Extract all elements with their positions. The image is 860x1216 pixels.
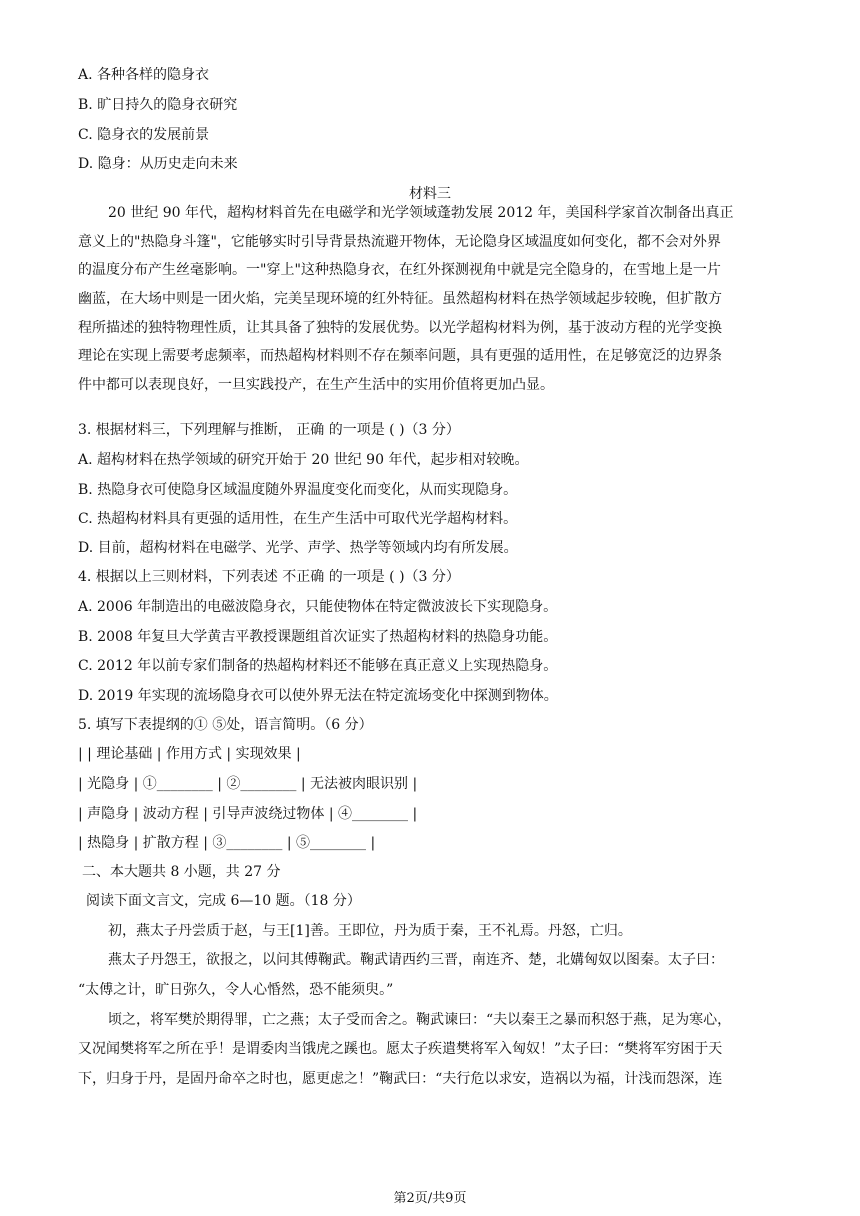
classical-paragraph-3-line: 顷之，将军樊於期得罪，亡之燕；太子受而舍之。鞠武谏曰：“夫以秦王之暴而积怒于燕，足为寒心， <box>108 1012 732 1028</box>
q2-option-c: C. 隐身衣的发展前景 <box>78 127 210 143</box>
q3-option-c: C. 热超构材料具有更强的适用性，在生产生活中可取代光学超构材料。 <box>78 511 518 527</box>
material3-title: 材料三 <box>409 186 451 202</box>
page-footer: 第2页/共9页 <box>393 1191 467 1206</box>
q4-option-a: A. 2006 年制造出的电磁波隐身衣，只能使物体在特定微波波长下实现隐身。 <box>78 599 558 615</box>
q3-stem: 3. 根据材料三，下列理解与推断， 正确 的一项是 ( )（3 分） <box>78 422 460 438</box>
paragraph-line: 的温度分布产生丝毫影响。一"穿上"这种热隐身衣，在红外探测视角中就是完全隐身的，在雪地上是一片 <box>78 262 721 279</box>
q5-stem: 5. 填写下表提纲的① ⑤处，语言简明。（6 分） <box>78 717 373 733</box>
paragraph-line: 理论在实现上需要考虑频率，而热超构材料则不存在频率问题，具有更强的适用性，在足够宽泛的边界条 <box>78 348 722 365</box>
q2-option-b: B. 旷日持久的隐身衣研究 <box>78 97 238 113</box>
paragraph-line: 件中都可以表现良好，一旦实践投产，在生产生活中的实用价值将更加凸显。 <box>78 377 554 394</box>
q2-option-d: D. 隐身：从历史走向未来 <box>78 156 238 172</box>
classical-paragraph-3-line: 下，归身于丹，是固丹命卒之时也，愿更虑之！”鞠武曰：“夫行危以求安，造祸以为福，计浅而怨深，连 <box>78 1071 723 1087</box>
classical-paragraph-2-line: 燕太子丹怨王，欲报之，以问其傅鞠武。鞠武请西约三晋，南连齐、楚，北媾匈奴以图秦。太子曰： <box>108 952 724 968</box>
table-row: | | 理论基础 | 作用方式 | 实现效果 | <box>78 746 301 762</box>
material3-paragraph <box>78 199 790 400</box>
q4-stem: 4. 根据以上三则材料，下列表述 不正确 的一项是 ( )（3 分） <box>78 569 460 585</box>
section-heading: 二、本大题共 8 小题，共 27 分 <box>82 864 281 880</box>
classical-paragraph-3-line: 又况闻樊将军之所在乎！是谓委肉当饿虎之蹊也。愿太子疾遣樊将军入匈奴！”太子曰：“樊将军穷困于天 <box>78 1041 723 1057</box>
table-row: | 热隐身 | 扩散方程 | ③________ | ⑤________ | <box>78 835 376 851</box>
paragraph-line: 幽蓝，在大场中则是一团火焰，完美呈现环境的红外特征。虽然超构材料在热学领域起步较晚，但扩散方 <box>78 291 722 308</box>
classical-paragraph-2-line: “太傅之计，旷日弥久，令人心惛然，恐不能须臾。” <box>78 982 394 998</box>
q3-option-b: B. 热隐身衣可使隐身区域温度随外界温度变化而变化，从而实现隐身。 <box>78 482 518 498</box>
q4-option-d: D. 2019 年实现的流场隐身衣可以使外界无法在特定流场变化中探测到物体。 <box>78 688 558 704</box>
classical-paragraph-1: 初，燕太子丹尝质于赵，与王[1]善。王即位，丹为质于秦，王不礼焉。丹怒，亡归。 <box>108 923 632 939</box>
table-row: | 光隐身 | ①________ | ②________ | 无法被肉眼识别 | <box>78 776 418 792</box>
paragraph-line: 程所描述的独特物理性质，让其具备了独特的发展优势。以光学超构材料为例，基于波动方程的光学变换 <box>78 319 722 336</box>
q2-option-a: A. 各种各样的隐身衣 <box>78 67 210 83</box>
table-row: | 声隐身 | 波动方程 | 引导声波绕过物体 | ④________ | <box>78 806 418 822</box>
q3-option-a: A. 超构材料在热学领域的研究开始于 20 世纪 90 年代，起步相对较晚。 <box>78 452 529 468</box>
q4-option-b: B. 2008 年复旦大学黄吉平教授课题组首次证实了热超构材料的热隐身功能。 <box>78 629 558 645</box>
section-instruction: 阅读下面文言文，完成 6—10 题。（18 分） <box>86 893 361 909</box>
paragraph-line: 20 世纪 90 年代，超构材料首先在电磁学和光学领域蓬勃发展 2012 年，美国科学家首次制备出真正 <box>108 205 734 221</box>
q4-option-c: C. 2012 年以前专家们制备的热超构材料还不能够在真正意义上实现热隐身。 <box>78 658 558 674</box>
q3-option-d: D. 目前，超构材料在电磁学、光学、声学、热学等领域内均有所发展。 <box>78 540 518 556</box>
paragraph-line: 意义上的"热隐身斗篷"，它能够实时引导背景热流避开物体，无论隐身区域温度如何变化，都不会对外界 <box>78 233 721 250</box>
